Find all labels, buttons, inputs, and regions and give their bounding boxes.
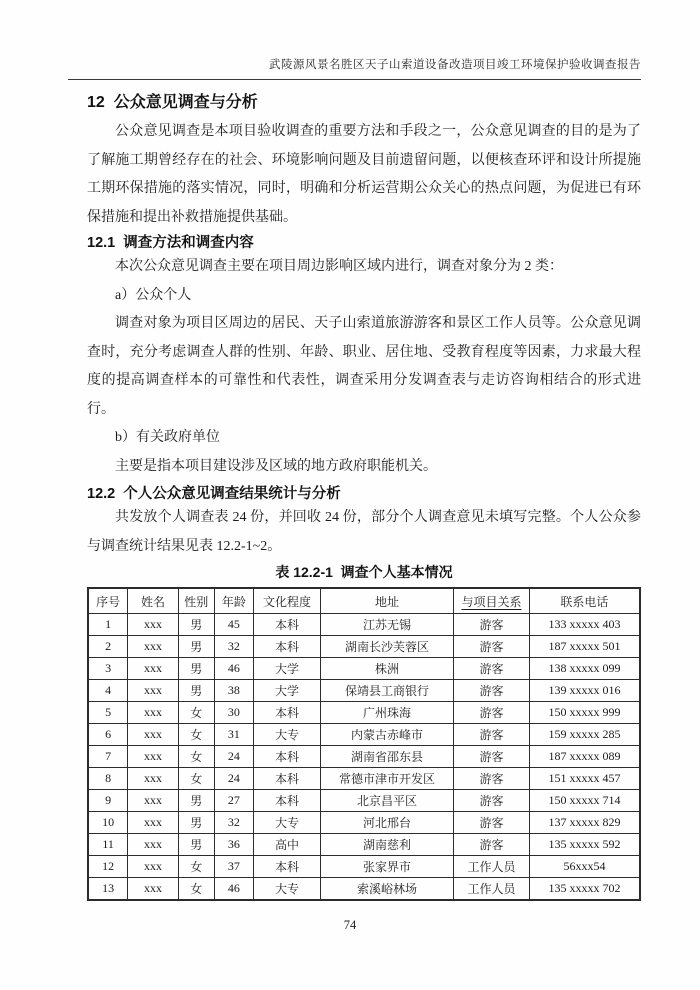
table-cell: 3 [88, 658, 128, 680]
table-cell: 女 [178, 724, 214, 746]
table-cell: xxx [128, 768, 178, 790]
section-12-2-heading: 12.2 个人公众意见调查结果统计与分析 [87, 486, 341, 502]
table-cell: 13 [88, 878, 128, 901]
page-content [87, 92, 641, 901]
table-cell: 游客 [454, 614, 530, 636]
table-cell: xxx [128, 746, 178, 768]
table-cell: 男 [178, 834, 214, 856]
table-cell: xxx [128, 724, 178, 746]
table-cell: 游客 [454, 746, 530, 768]
table-cell: 大专 [254, 812, 321, 834]
section-12-1-heading: 12.1 调查方法和调查内容 [87, 235, 254, 251]
table-row [88, 680, 640, 702]
table-cell: 游客 [454, 812, 530, 834]
table-row [88, 856, 640, 878]
page-header [68, 0, 641, 80]
section-12-1-item-b: b）有关政府单位 [115, 430, 220, 445]
table-cell: 男 [178, 812, 214, 834]
table-cell: 女 [178, 856, 214, 878]
table-cell: 46 [214, 878, 253, 901]
table-body [88, 614, 640, 901]
table-cell: 男 [178, 790, 214, 812]
table-cell: 本科 [254, 746, 321, 768]
section-12-1-paragraph-3: 主要是指本项目建设涉及区域的地方政府职能机关。 [115, 458, 437, 474]
table-cell: 本科 [254, 636, 321, 658]
table-cell: 27 [214, 790, 253, 812]
table-cell: 游客 [454, 658, 530, 680]
section-12-1-paragraph-1: 本次公众意见调查主要在项目周边影响区域内进行，调查对象分为 2 类： [115, 259, 563, 274]
table-cell: 150 xxxxx 999 [529, 702, 640, 724]
table-cell: 10 [88, 812, 128, 834]
table-cell: 本科 [254, 790, 321, 812]
table-row [88, 878, 640, 901]
header-title: 武陵源风景名胜区天子山索道设备改造项目竣工环境保护验收调查报告 [269, 59, 641, 71]
table-cell: 11 [88, 834, 128, 856]
section-12-1-paragraph-2: 调查对象为项目区周边的居民、天子山索道旅游游客和景区工作人员等。公众意见调查时，充分考虑调查人群的性别、年龄、职业、居住地、受教育程度等因素，力求最大程度的提高调查样本的可靠性和代表性，调查采用分发调查表与走访咨询相结合的形式进行。 [87, 316, 641, 417]
table-cell: 133 xxxxx 403 [529, 614, 640, 636]
table-cell: 本科 [254, 856, 321, 878]
survey-participants-table [87, 587, 641, 901]
table-cell: 2 [88, 636, 128, 658]
table-cell: 江苏无锡 [320, 614, 453, 636]
table-cell: 高中 [254, 834, 321, 856]
table-cell: 女 [178, 746, 214, 768]
table-row [88, 702, 640, 724]
header-cell: 联系电话 [529, 588, 640, 614]
table-cell: 138 xxxxx 099 [529, 658, 640, 680]
header-cell: 地址 [320, 588, 453, 614]
section-12-intro-paragraph: 公众意见调查是本项目验收调查的重要方法和手段之一，公众意见调查的目的是为了了解施工期曾经存在的社会、环境影响问题及目前遗留问题，以便核查环评和设计所提施工期环保措施的落实情况，同时，明确和分析运营期公众关心的热点问题，为促进已有环保措施和提出补救措施提供基础。 [87, 124, 641, 225]
table-cell: 游客 [454, 834, 530, 856]
table-cell: 常德市津市开发区 [320, 768, 453, 790]
table-cell: 男 [178, 614, 214, 636]
table-cell: 137 xxxxx 829 [529, 812, 640, 834]
table-cell: xxx [128, 702, 178, 724]
table-cell: 湖南省邵东县 [320, 746, 453, 768]
table-cell: 12 [88, 856, 128, 878]
table-cell: 5 [88, 702, 128, 724]
table-row [88, 812, 640, 834]
table-cell: 56xxx54 [529, 856, 640, 878]
table-cell: 张家界市 [320, 856, 453, 878]
header-cell: 与项目关系 [454, 588, 530, 614]
table-cell: 男 [178, 636, 214, 658]
table-cell: 女 [178, 768, 214, 790]
table-cell: 46 [214, 658, 253, 680]
table-caption: 表 12.2-1 调查个人基本情况 [275, 564, 453, 580]
table-cell: xxx [128, 680, 178, 702]
section-12-heading: 12 公众意见调查与分析 [87, 94, 258, 111]
table-cell: 32 [214, 636, 253, 658]
header-cell: 姓名 [128, 588, 178, 614]
table-cell: 本科 [254, 614, 321, 636]
table-cell: xxx [128, 878, 178, 901]
header-cell: 序号 [88, 588, 128, 614]
table-row [88, 768, 640, 790]
table-cell: 游客 [454, 790, 530, 812]
table-cell: 45 [214, 614, 253, 636]
table-cell: 索溪峪林场 [320, 878, 453, 901]
table-cell: 游客 [454, 702, 530, 724]
table-row [88, 614, 640, 636]
table-cell: 159 xxxxx 285 [529, 724, 640, 746]
table-cell: xxx [128, 614, 178, 636]
table-cell: 24 [214, 768, 253, 790]
table-cell: 187 xxxxx 501 [529, 636, 640, 658]
table-cell: 150 xxxxx 714 [529, 790, 640, 812]
table-cell: xxx [128, 790, 178, 812]
table-row [88, 636, 640, 658]
table-cell: 31 [214, 724, 253, 746]
table-cell: 大专 [254, 878, 321, 901]
table-row [88, 790, 640, 812]
table-cell: 女 [178, 702, 214, 724]
table-cell: xxx [128, 834, 178, 856]
table-cell: 24 [214, 746, 253, 768]
table-cell: 大专 [254, 724, 321, 746]
table-cell: 游客 [454, 636, 530, 658]
table-cell: 38 [214, 680, 253, 702]
section-12-1-item-a: a）公众个人 [115, 287, 192, 303]
table-cell: 139 xxxxx 016 [529, 680, 640, 702]
table-cell: 37 [214, 856, 253, 878]
header-cell: 年龄 [214, 588, 253, 614]
table-cell: 北京昌平区 [320, 790, 453, 812]
table-row [88, 834, 640, 856]
table-cell: 女 [178, 878, 214, 901]
table-cell: 株洲 [320, 658, 453, 680]
table-cell: 7 [88, 746, 128, 768]
table-cell: 游客 [454, 724, 530, 746]
table-cell: xxx [128, 812, 178, 834]
table-cell: 1 [88, 614, 128, 636]
table-cell: 广州珠海 [320, 702, 453, 724]
table-cell: 湖南慈利 [320, 834, 453, 856]
page-number: 74 [343, 918, 357, 932]
table-cell: xxx [128, 856, 178, 878]
section-12-2-paragraph-1: 共发放个人调查表 24 份，并回收 24 份，部分个人调查意见未填写完整。个人公众参与调查统计结果见表 12.2-1~2。 [87, 510, 641, 554]
table-cell: 135 xxxxx 592 [529, 834, 640, 856]
table-cell: 河北邢台 [320, 812, 453, 834]
table-cell: xxx [128, 658, 178, 680]
table-cell: 32 [214, 812, 253, 834]
table-cell: 本科 [254, 768, 321, 790]
table-cell: 男 [178, 658, 214, 680]
table-row [88, 658, 640, 680]
table-cell: 大学 [254, 658, 321, 680]
table-cell: 36 [214, 834, 253, 856]
table-cell: 游客 [454, 680, 530, 702]
table-cell: 湖南长沙芙蓉区 [320, 636, 453, 658]
table-cell: 工作人员 [454, 878, 530, 901]
header-cell: 文化程度 [254, 588, 321, 614]
table-cell: xxx [128, 636, 178, 658]
table-cell: 工作人员 [454, 856, 530, 878]
table-cell: 游客 [454, 768, 530, 790]
table-head [88, 588, 640, 614]
table-row [88, 746, 640, 768]
table-cell: 大学 [254, 680, 321, 702]
table-cell: 本科 [254, 702, 321, 724]
table-cell: 男 [178, 680, 214, 702]
table-cell: 187 xxxxx 089 [529, 746, 640, 768]
table-cell: 6 [88, 724, 128, 746]
table-cell: 保靖县工商银行 [320, 680, 453, 702]
table-cell: 30 [214, 702, 253, 724]
table-cell: 9 [88, 790, 128, 812]
header-cell: 性别 [178, 588, 214, 614]
table-cell: 135 xxxxx 702 [529, 878, 640, 901]
table-row [88, 724, 640, 746]
table-cell: 8 [88, 768, 128, 790]
table-header-row [88, 588, 640, 614]
table-cell: 内蒙古赤峰市 [320, 724, 453, 746]
table-cell: 4 [88, 680, 128, 702]
table-cell: 151 xxxxx 457 [529, 768, 640, 790]
